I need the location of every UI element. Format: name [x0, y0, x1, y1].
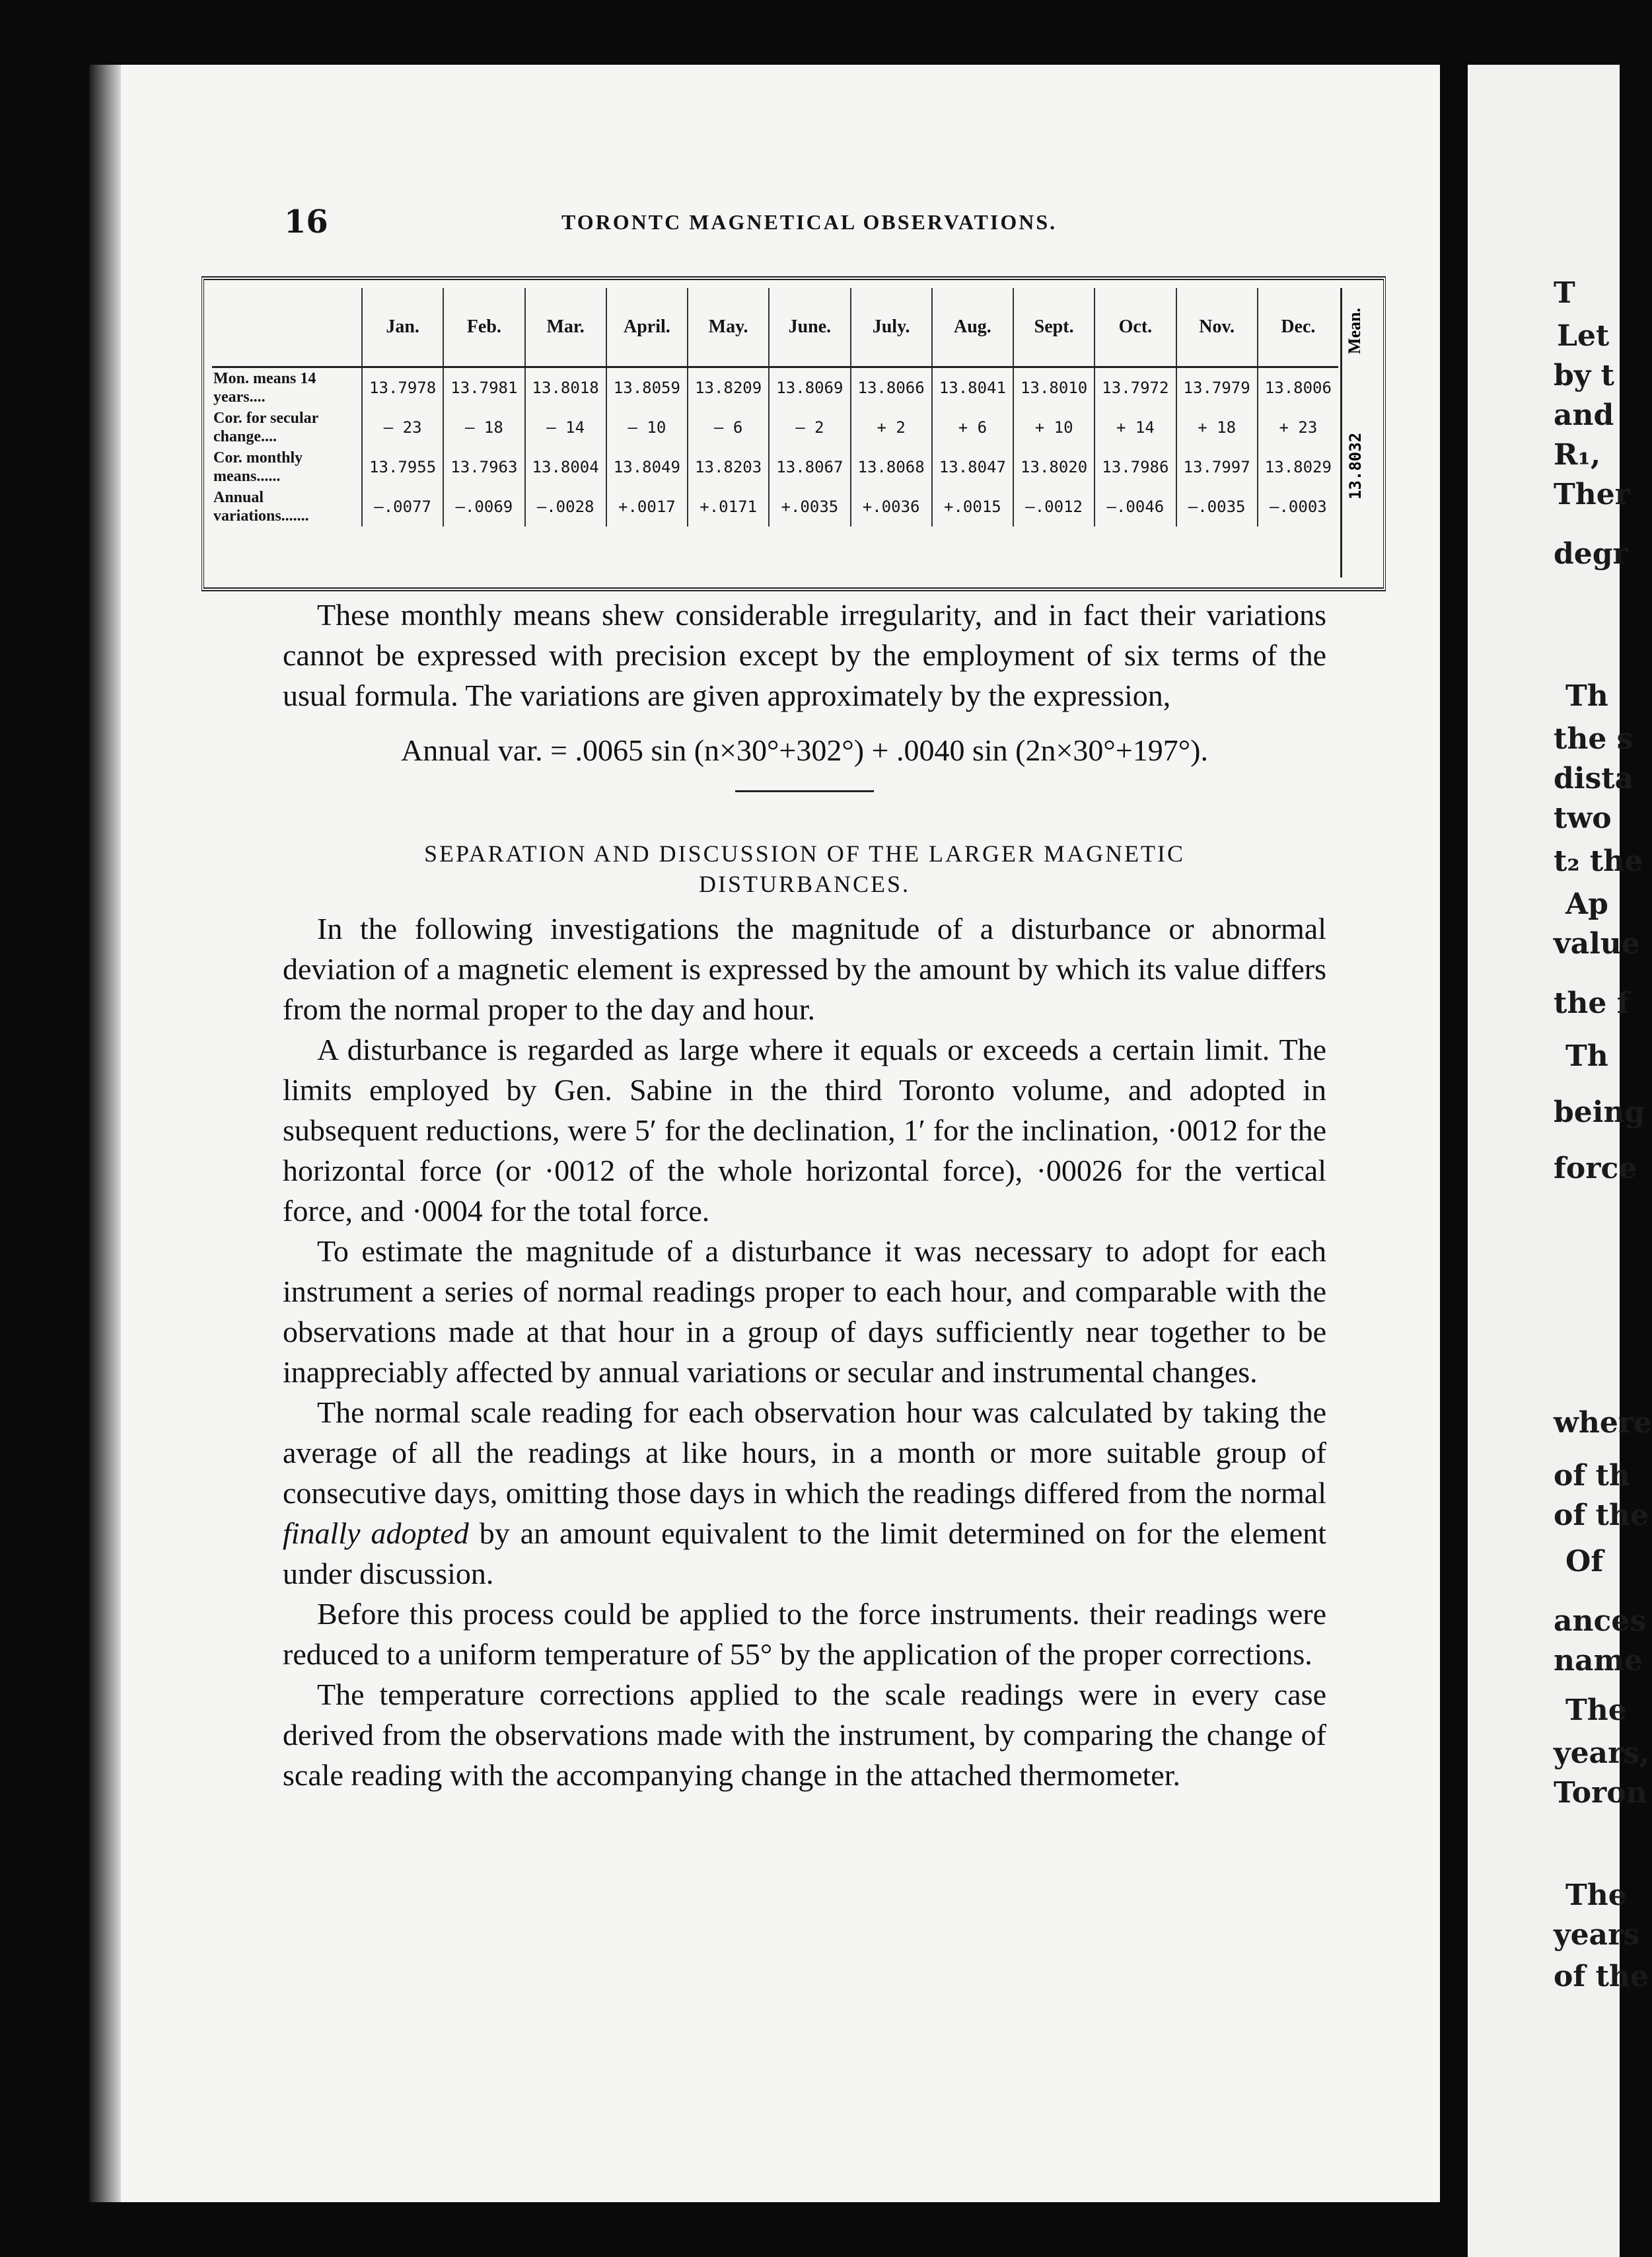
table-cell: 13.8041 — [932, 367, 1013, 408]
table-cell: 13.8209 — [688, 367, 769, 408]
next-page-fragment: being — [1554, 1095, 1645, 1129]
table-cell: —.0028 — [525, 487, 606, 527]
paragraph: Before this process could be applied to the force instruments. their readings were reduced to a uniform temperature of 55° by the application of the proper corrections. — [283, 1597, 1326, 1671]
table-cell: + 23 — [1258, 408, 1338, 447]
section-heading-line: DISTURBANCES. — [698, 871, 911, 897]
next-page-fragment: dista — [1554, 762, 1634, 796]
table-cell: 13.7986 — [1095, 447, 1176, 487]
column-header: Feb. — [443, 288, 524, 367]
table-cell: 13.7979 — [1176, 367, 1258, 408]
paragraph-text: The normal scale reading for each observation hour was calculated by taking the average of all the readings at like hours, in a month or more suitable group of consecutive days, omitting those days in which the readings differed from the normal — [283, 1395, 1326, 1510]
column-header: Jan. — [362, 288, 443, 367]
table-cell: — 6 — [688, 408, 769, 447]
next-page-fragment: T — [1554, 276, 1575, 310]
table-cell: —.0003 — [1258, 487, 1338, 527]
row-label: Mon. means 14 years.... — [213, 370, 316, 406]
body-text — [283, 595, 1326, 1795]
table-cell: 13.7955 — [362, 447, 443, 487]
next-page-fragment: and — [1554, 398, 1614, 432]
table-cell: 13.8010 — [1013, 367, 1095, 408]
row-label: Cor. monthly means...... — [213, 449, 303, 485]
paragraph: A disturbance is regarded as large where it equals or exceeds a certain limit. The limits employed by Gen. Sabine in the third Toronto volume, and adopted in subsequent reductions, were 5′ for the declination, 1′ for the inclination, ·0012 for the horizontal force (or ·0012 of the whole horizontal force), ·00026 for the vertical force, and ·0004 for the total force. — [283, 1033, 1326, 1228]
table-cell: 13.8006 — [1258, 367, 1338, 408]
section-divider — [735, 790, 874, 792]
table-cell: +.0017 — [606, 487, 688, 527]
column-header: July. — [851, 288, 932, 367]
emphasis: finally adopted — [283, 1516, 469, 1550]
table-cell: — 10 — [606, 408, 688, 447]
formula: Annual var. = .0065 sin (n×30°+302°) + .0040 sin (2n×30°+197°). — [401, 733, 1208, 767]
paragraph-text: by an amount equivalent to the limit determined on for the element under discussion. — [283, 1516, 1326, 1590]
column-header: Oct. — [1095, 288, 1176, 367]
table-cell: + 10 — [1013, 408, 1095, 447]
table-cell: 13.7972 — [1095, 367, 1176, 408]
next-page-fragment: Th — [1565, 679, 1608, 713]
section-heading — [283, 838, 1326, 899]
table-cell: 13.8020 — [1013, 447, 1095, 487]
next-page-fragment: t₂ the — [1554, 844, 1643, 878]
table-row — [212, 408, 1338, 447]
next-page-fragment: Ap — [1565, 887, 1608, 921]
table-row — [212, 447, 1338, 487]
paragraph: To estimate the magnitude of a disturbance it was necessary to adopt for each instrument a series of normal readings proper to each hour, and comparable with the observations made at that hour in a group of days sufficiently near together to be inappreciably affected by annual variations or secular and instrumental changes. — [283, 1234, 1326, 1389]
next-page-fragment: Of — [1565, 1545, 1604, 1578]
column-header: Mar. — [525, 288, 606, 367]
table-row — [212, 367, 1338, 408]
row-label: Annual variations....... — [213, 489, 309, 525]
next-page-fragment: the f — [1554, 986, 1630, 1020]
paragraph: The temperature corrections applied to the scale readings were in every case derived from the observations made with the instrument, by comparing the change of scale reading with the accompanying change in the attached thermometer. — [283, 1678, 1326, 1792]
next-page-fragment: of the — [1554, 1960, 1649, 1993]
next-page-fragment: years, — [1554, 1736, 1650, 1770]
table-cell: — 23 — [362, 408, 443, 447]
table-cell: 13.8047 — [932, 447, 1013, 487]
table-cell: —.0069 — [443, 487, 524, 527]
column-header: Aug. — [932, 288, 1013, 367]
table-cell: + 14 — [1095, 408, 1176, 447]
table-cell: 13.8068 — [851, 447, 932, 487]
column-header: May. — [688, 288, 769, 367]
next-page-fragment: R₁, — [1554, 438, 1601, 472]
page-number: 16 — [284, 204, 328, 240]
table-cell: 13.8004 — [525, 447, 606, 487]
table-cell: 13.8049 — [606, 447, 688, 487]
next-page-fragment: two — [1554, 801, 1612, 835]
mean-column — [1340, 288, 1375, 577]
table-cell: 13.7997 — [1176, 447, 1258, 487]
page-right-fragment — [1468, 65, 1652, 2257]
table-row — [212, 487, 1338, 527]
table-cell: 13.8018 — [525, 367, 606, 408]
table-header-row — [212, 288, 1338, 367]
table-cell: +.0015 — [932, 487, 1013, 527]
table-cell: —.0012 — [1013, 487, 1095, 527]
next-page-fragment: Ther — [1554, 478, 1630, 511]
next-page-fragment: Th — [1565, 1039, 1608, 1073]
monthly-means-table — [201, 276, 1386, 591]
next-page-fragment: by t — [1554, 359, 1614, 392]
data-table — [212, 288, 1338, 527]
next-page-fragment: where — [1554, 1406, 1652, 1440]
paragraph: In the following investigations the magnitude of a disturbance or abnormal deviation of a magnetic element is expressed by the amount by which its value differs from the normal proper to the day and hour. — [283, 912, 1326, 1026]
paragraph: These monthly means shew considerable irregularity, and in fact their variations cannot be expressed with precision except by the employment of six terms of the usual formula. The variations are given approximately by the expression, — [283, 598, 1326, 712]
mean-column-header: Mean. — [1345, 307, 1364, 354]
table-cell: 13.8059 — [606, 367, 688, 408]
table-cell: + 6 — [932, 408, 1013, 447]
next-page-fragment: value — [1554, 927, 1640, 961]
table-cell: 13.8067 — [769, 447, 850, 487]
running-title: TORONTC MAGNETICAL OBSERVATIONS. — [561, 210, 1058, 234]
column-header: June. — [769, 288, 850, 367]
table-cell: 13.8029 — [1258, 447, 1338, 487]
section-heading-line: SEPARATION AND DISCUSSION OF THE LARGER MAGNETIC — [423, 840, 1186, 867]
table-cell: 13.8203 — [688, 447, 769, 487]
table-cell: + 2 — [851, 408, 932, 447]
next-page-fragment: The — [1565, 1878, 1627, 1912]
next-page-fragment: of the — [1554, 1498, 1649, 1532]
next-page-fragment: force — [1554, 1152, 1637, 1185]
row-label-header — [212, 288, 362, 367]
table-cell: +.0036 — [851, 487, 932, 527]
column-header: Dec. — [1258, 288, 1338, 367]
next-page-fragment: ances — [1554, 1604, 1647, 1638]
column-header: Sept. — [1013, 288, 1095, 367]
table-cell: 13.8069 — [769, 367, 850, 408]
table-cell: +.0035 — [769, 487, 850, 527]
table-cell: 13.7981 — [443, 367, 524, 408]
column-header: April. — [606, 288, 688, 367]
table-cell: —.0046 — [1095, 487, 1176, 527]
table-cell: — 18 — [443, 408, 524, 447]
next-page-fragment: The — [1565, 1693, 1627, 1727]
table-cell: —.0035 — [1176, 487, 1258, 527]
next-page-fragment: the s — [1554, 722, 1634, 756]
row-label: Cor. for secular change.... — [213, 410, 318, 445]
table-cell: +.0171 — [688, 487, 769, 527]
next-page-fragment: degr — [1554, 537, 1628, 571]
next-page-fragment: name — [1554, 1644, 1643, 1678]
next-page-fragment: years — [1554, 1918, 1640, 1952]
column-header: Nov. — [1176, 288, 1258, 367]
next-page-fragment: Toron — [1554, 1776, 1647, 1810]
table-cell: — 2 — [769, 408, 850, 447]
table-cell: — 14 — [525, 408, 606, 447]
table-cell: 13.8066 — [851, 367, 932, 408]
next-page-fragment: of th — [1554, 1459, 1630, 1493]
table-cell: + 18 — [1176, 408, 1258, 447]
paragraph — [283, 1392, 1326, 1594]
mean-value: 13.8032 — [1346, 432, 1365, 500]
page-header — [284, 204, 1347, 243]
table-cell: 13.7978 — [362, 367, 443, 408]
next-page-fragment: Let — [1557, 319, 1610, 353]
table-cell: 13.7963 — [443, 447, 524, 487]
table-cell: —.0077 — [362, 487, 443, 527]
page-gutter-shadow — [89, 65, 121, 2202]
